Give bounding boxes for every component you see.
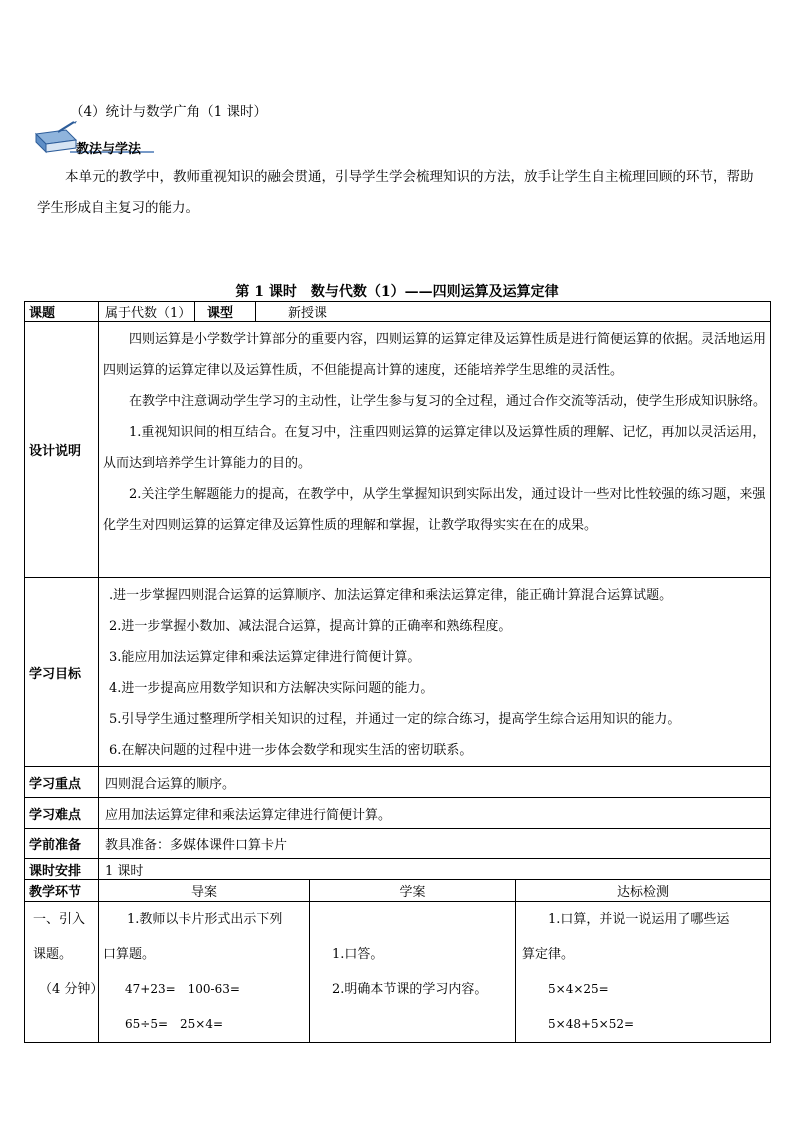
design-paragraph: 2.关注学生解题能力的提高，在教学中，从学生掌握知识到实际出发，通过设计一些对比性较强的练习题，来强化学生对四则运算的运算定律及运算性质的理解和掌握，让教学取得实实在在的成果。: [103, 487, 766, 533]
col-learn-header: 学案: [310, 880, 516, 902]
col-guide-header: 导案: [99, 880, 310, 902]
learn-line: 2.明确本节课的学习内容。: [332, 982, 488, 997]
goal-item: .进一步掌握四则混合运算的运算顺序、加法运算定律和乘法运算定律，能正确计算混合运算试题。: [109, 588, 673, 603]
difficulty-label: 学习难点: [25, 798, 99, 829]
step1-name-line: （4 分钟）: [39, 982, 104, 997]
goal-item: 5.引导学生通过整理所学相关知识的过程，并通过一定的综合练习，提高学生综合运用知识的能力。: [109, 712, 681, 727]
design-paragraph: 1.重视知识间的相互结合。在复习中，注重四则运算的运算定律以及运算性质的理解、记忆，再加以灵活运用，从而达到培养学生计算能力的目的。: [103, 425, 766, 471]
prep-value: 教具准备：多媒体课件口算卡片: [99, 829, 771, 859]
steps-header-row: [25, 880, 771, 902]
key-value: 四则混合运算的顺序。: [99, 767, 771, 798]
type-value: 新授课: [256, 302, 771, 322]
topic-value: 属于代数（1）: [99, 302, 195, 322]
design-label: 设计说明: [25, 322, 99, 578]
goal-item: 4.进一步提高应用数学知识和方法解决实际问题的能力。: [109, 681, 434, 696]
check-line: 1.口算，并说一说运用了哪些运: [548, 912, 730, 927]
goal-item: 6.在解决问题的过程中进一步体会数学和现实生活的密切联系。: [109, 743, 473, 758]
check-line: 算定律。: [522, 947, 575, 962]
step1-guide: [99, 902, 310, 1043]
step1-row: [25, 902, 771, 1043]
topic-row: [25, 302, 771, 322]
prep-label: 学前准备: [25, 829, 99, 859]
guide-line: 1.教师以卡片形式出示下列: [127, 912, 283, 927]
teaching-method-badge: [30, 120, 160, 162]
guide-line: 65÷5= 25×4=: [125, 1017, 224, 1031]
lesson-title: 第 1 课时 数与代数（1）——四则运算及运算定律: [235, 284, 559, 300]
step1-learn: [310, 902, 516, 1043]
goals-row: [25, 578, 771, 767]
section-item: （4）统计与数学广角（1 课时）: [70, 104, 267, 120]
check-line: 5×4×25=: [548, 982, 609, 996]
goal-item: 3.能应用加法运算定律和乘法运算定律进行简便计算。: [109, 650, 421, 665]
key-row: [25, 767, 771, 798]
type-label: 课型: [195, 302, 256, 322]
design-paragraph: 四则运算是小学数学计算部分的重要内容，四则运算的运算定律及运算性质是进行简便运算的依据。灵活地运用四则运算的运算定律以及运算性质，不但能提高计算的速度，还能培养学生思维的灵活性。: [103, 332, 767, 378]
intro-paragraph: 本单元的教学中，教师重视知识的融会贯通，引导学生学会梳理知识的方法，放手让学生自主梳理回顾的环节，帮助学生形成自主复习的能力。: [37, 169, 754, 216]
difficulty-value: 应用加法运算定律和乘法运算定律进行简便计算。: [99, 798, 771, 829]
lesson-plan-table: [24, 301, 771, 1043]
design-paragraph: 在教学中注意调动学生学习的主动性，让学生参与复习的全过程，通过合作交流等活动，使学生形成知识脉络。: [129, 394, 767, 409]
schedule-value: 1 课时: [99, 859, 771, 880]
step1-name: [25, 902, 104, 1043]
step1-name-line: 一、引入: [33, 912, 86, 927]
prep-row: [25, 829, 771, 859]
schedule-row: [25, 859, 771, 880]
design-content: [99, 322, 771, 578]
col-check-header: 达标检测: [516, 880, 771, 902]
step1-check: [516, 902, 771, 1043]
learn-line: 1.口答。: [332, 947, 384, 962]
key-label: 学习重点: [25, 767, 99, 798]
goals-list: [99, 578, 771, 767]
step1-name-line: 课题。: [33, 947, 73, 962]
guide-line: 47+23= 100-63=: [125, 982, 240, 996]
topic-label: 课题: [25, 302, 99, 322]
schedule-label: 课时安排: [25, 859, 99, 880]
difficulty-row: [25, 798, 771, 829]
badge-label: 教法与学法: [76, 142, 142, 157]
check-line: 5×48+5×52=: [548, 1017, 635, 1031]
goals-label: 学习目标: [25, 578, 99, 767]
goal-item: 2.进一步掌握小数加、减法混合运算，提高计算的正确率和熟练程度。: [109, 619, 512, 634]
guide-line: 口算题。: [103, 947, 156, 962]
steps-label: 教学环节: [25, 880, 99, 902]
design-row: [25, 322, 771, 578]
